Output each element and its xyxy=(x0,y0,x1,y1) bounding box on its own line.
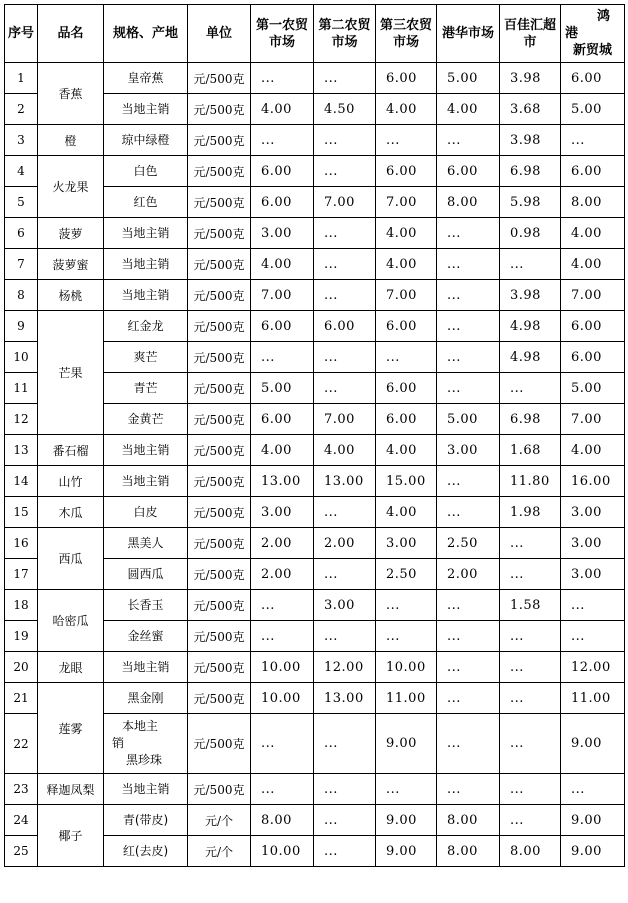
cell-price-market-6: 6.00 xyxy=(561,342,625,373)
cell-price-market-6: 7.00 xyxy=(561,404,625,435)
cell-unit: 元/500克 xyxy=(188,156,251,187)
header-market-6: 鸿 港 新贸城 xyxy=(561,5,625,63)
cell-price-market-6: ... xyxy=(561,621,625,652)
header-market-1: 第一农贸 市场 xyxy=(251,5,314,63)
cell-unit: 元/500克 xyxy=(188,218,251,249)
cell-price-market-6: ... xyxy=(561,590,625,621)
cell-seq: 3 xyxy=(5,125,38,156)
table-row xyxy=(5,125,625,156)
cell-price-market-5: 1.98 xyxy=(500,497,561,528)
cell-price-market-3: 2.50 xyxy=(376,559,437,590)
cell-seq: 1 xyxy=(5,63,38,94)
cell-price-market-1: 2.00 xyxy=(251,528,314,559)
cell-price-market-6: 12.00 xyxy=(561,652,625,683)
cell-product-name: 莲雾 xyxy=(38,683,104,774)
cell-price-market-1: 6.00 xyxy=(251,311,314,342)
cell-price-market-6: 3.00 xyxy=(561,559,625,590)
cell-price-market-3: 11.00 xyxy=(376,683,437,714)
cell-price-market-1: 10.00 xyxy=(251,652,314,683)
cell-price-market-6: 4.00 xyxy=(561,435,625,466)
cell-unit: 元/500克 xyxy=(188,280,251,311)
header-market-4: 港华市场 xyxy=(437,5,500,63)
cell-unit: 元/500克 xyxy=(188,714,251,774)
cell-price-market-1: 4.00 xyxy=(251,435,314,466)
table-row xyxy=(5,280,625,311)
cell-price-market-3: 9.00 xyxy=(376,836,437,867)
cell-product-name: 椰子 xyxy=(38,805,104,867)
cell-price-market-1: 10.00 xyxy=(251,683,314,714)
cell-price-market-2: 13.00 xyxy=(314,466,376,497)
cell-price-market-2: ... xyxy=(314,559,376,590)
header-market-5: 百佳汇超 市 xyxy=(500,5,561,63)
cell-spec: 当地主销 xyxy=(104,652,188,683)
cell-price-market-5: 11.80 xyxy=(500,466,561,497)
cell-price-market-1: ... xyxy=(251,621,314,652)
cell-spec-line: 销 xyxy=(112,736,125,750)
cell-unit: 元/500克 xyxy=(188,63,251,94)
cell-seq: 24 xyxy=(5,805,38,836)
cell-spec: 白色 xyxy=(104,156,188,187)
cell-spec: 当地主销 xyxy=(104,249,188,280)
cell-price-market-4: 8.00 xyxy=(437,836,500,867)
cell-seq: 19 xyxy=(5,621,38,652)
header-unit: 单位 xyxy=(188,5,251,63)
cell-price-market-6: 4.00 xyxy=(561,249,625,280)
cell-spec: 金丝蜜 xyxy=(104,621,188,652)
table-row xyxy=(5,590,625,621)
cell-price-market-1: 3.00 xyxy=(251,497,314,528)
cell-product-name: 杨桃 xyxy=(38,280,104,311)
cell-price-market-5: ... xyxy=(500,683,561,714)
cell-unit: 元/500克 xyxy=(188,683,251,714)
cell-price-market-3: 4.00 xyxy=(376,249,437,280)
cell-price-market-6: ... xyxy=(561,774,625,805)
cell-price-market-1: ... xyxy=(251,590,314,621)
cell-price-market-4: ... xyxy=(437,466,500,497)
cell-seq: 4 xyxy=(5,156,38,187)
cell-price-market-2: 7.00 xyxy=(314,187,376,218)
cell-price-market-4: 2.50 xyxy=(437,528,500,559)
cell-unit: 元/500克 xyxy=(188,342,251,373)
cell-price-market-2: ... xyxy=(314,249,376,280)
table-row xyxy=(5,249,625,280)
cell-product-name: 香蕉 xyxy=(38,63,104,125)
cell-price-market-2: ... xyxy=(314,497,376,528)
cell-price-market-4: ... xyxy=(437,342,500,373)
cell-price-market-6: 9.00 xyxy=(561,805,625,836)
cell-price-market-3: ... xyxy=(376,621,437,652)
cell-price-market-1: ... xyxy=(251,714,314,774)
cell-spec: 红金龙 xyxy=(104,311,188,342)
cell-price-market-5: ... xyxy=(500,621,561,652)
cell-price-market-1: ... xyxy=(251,125,314,156)
cell-price-market-5: 8.00 xyxy=(500,836,561,867)
cell-price-market-5: ... xyxy=(500,559,561,590)
cell-price-market-2: ... xyxy=(314,714,376,774)
cell-price-market-6: 3.00 xyxy=(561,528,625,559)
cell-price-market-4: ... xyxy=(437,774,500,805)
cell-price-market-6: 5.00 xyxy=(561,94,625,125)
cell-price-market-3: 4.00 xyxy=(376,218,437,249)
cell-spec: 当地主销 xyxy=(104,466,188,497)
cell-price-market-2: 4.00 xyxy=(314,435,376,466)
cell-price-market-1: 7.00 xyxy=(251,280,314,311)
cell-unit: 元/500克 xyxy=(188,249,251,280)
cell-price-market-3: 9.00 xyxy=(376,805,437,836)
cell-price-market-3: ... xyxy=(376,590,437,621)
cell-price-market-2: 12.00 xyxy=(314,652,376,683)
cell-spec: 圆西瓜 xyxy=(104,559,188,590)
table-row xyxy=(5,156,625,187)
cell-price-market-5: 1.68 xyxy=(500,435,561,466)
cell-price-market-1: 4.00 xyxy=(251,249,314,280)
cell-price-market-6: 9.00 xyxy=(561,836,625,867)
cell-price-market-3: 6.00 xyxy=(376,311,437,342)
cell-unit: 元/500克 xyxy=(188,404,251,435)
table-row xyxy=(5,435,625,466)
cell-price-market-5: 3.98 xyxy=(500,280,561,311)
cell-price-market-3: 9.00 xyxy=(376,714,437,774)
table-row xyxy=(5,218,625,249)
cell-price-market-5: 6.98 xyxy=(500,156,561,187)
cell-seq: 13 xyxy=(5,435,38,466)
cell-seq: 12 xyxy=(5,404,38,435)
cell-unit: 元/500克 xyxy=(188,559,251,590)
cell-price-market-3: 4.00 xyxy=(376,94,437,125)
cell-product-name: 释迦凤梨 xyxy=(38,774,104,805)
cell-spec: 皇帝蕉 xyxy=(104,63,188,94)
cell-price-market-6: ... xyxy=(561,125,625,156)
cell-price-market-4: ... xyxy=(437,125,500,156)
cell-price-market-4: 5.00 xyxy=(437,404,500,435)
cell-product-name: 山竹 xyxy=(38,466,104,497)
cell-seq: 5 xyxy=(5,187,38,218)
cell-price-market-6: 4.00 xyxy=(561,218,625,249)
table-body xyxy=(5,63,625,867)
price-table xyxy=(4,4,625,867)
cell-price-market-2: ... xyxy=(314,342,376,373)
cell-price-market-2: 3.00 xyxy=(314,590,376,621)
cell-seq: 8 xyxy=(5,280,38,311)
cell-spec: 红(去皮) xyxy=(104,836,188,867)
cell-price-market-3: 3.00 xyxy=(376,528,437,559)
cell-price-market-5: ... xyxy=(500,774,561,805)
cell-spec: 当地主销 xyxy=(104,94,188,125)
cell-price-market-2: ... xyxy=(314,836,376,867)
cell-price-market-3: ... xyxy=(376,774,437,805)
cell-price-market-4: 6.00 xyxy=(437,156,500,187)
cell-seq: 11 xyxy=(5,373,38,404)
cell-seq: 6 xyxy=(5,218,38,249)
cell-price-market-4: ... xyxy=(437,373,500,404)
cell-price-market-3: 7.00 xyxy=(376,280,437,311)
cell-price-market-2: ... xyxy=(314,156,376,187)
cell-price-market-6: 6.00 xyxy=(561,63,625,94)
cell-price-market-4: ... xyxy=(437,652,500,683)
cell-unit: 元/500克 xyxy=(188,652,251,683)
cell-spec: 当地主销 xyxy=(104,218,188,249)
cell-price-market-4: ... xyxy=(437,590,500,621)
cell-product-name: 橙 xyxy=(38,125,104,156)
cell-seq: 20 xyxy=(5,652,38,683)
cell-price-market-4: ... xyxy=(437,249,500,280)
cell-price-market-5: 3.98 xyxy=(500,125,561,156)
cell-price-market-5: 6.98 xyxy=(500,404,561,435)
header-seq: 序号 xyxy=(5,5,38,63)
cell-seq: 15 xyxy=(5,497,38,528)
cell-price-market-5: 3.98 xyxy=(500,63,561,94)
cell-seq: 7 xyxy=(5,249,38,280)
cell-price-market-2: 2.00 xyxy=(314,528,376,559)
cell-product-name: 菠萝 xyxy=(38,218,104,249)
header-name: 品名 xyxy=(38,5,104,63)
cell-spec-line: 本地主 xyxy=(122,719,159,733)
cell-spec: 当地主销 xyxy=(104,280,188,311)
cell-price-market-2: 6.00 xyxy=(314,311,376,342)
cell-product-name: 西瓜 xyxy=(38,528,104,590)
cell-unit: 元/500克 xyxy=(188,621,251,652)
cell-unit: 元/500克 xyxy=(188,435,251,466)
header-market-3: 第三农贸 市场 xyxy=(376,5,437,63)
cell-price-market-5: ... xyxy=(500,373,561,404)
cell-price-market-2: ... xyxy=(314,125,376,156)
cell-unit: 元/500克 xyxy=(188,497,251,528)
cell-product-name: 番石榴 xyxy=(38,435,104,466)
cell-price-market-3: 15.00 xyxy=(376,466,437,497)
cell-price-market-4: 8.00 xyxy=(437,187,500,218)
cell-price-market-4: ... xyxy=(437,218,500,249)
cell-unit: 元/500克 xyxy=(188,466,251,497)
cell-spec: 白皮 xyxy=(104,497,188,528)
cell-product-name: 哈密瓜 xyxy=(38,590,104,652)
cell-unit: 元/500克 xyxy=(188,528,251,559)
cell-seq: 2 xyxy=(5,94,38,125)
cell-spec: 当地主销 xyxy=(104,774,188,805)
cell-price-market-4: ... xyxy=(437,280,500,311)
cell-price-market-6: 6.00 xyxy=(561,156,625,187)
cell-price-market-3: 6.00 xyxy=(376,156,437,187)
cell-price-market-2: ... xyxy=(314,280,376,311)
cell-spec: 爽芒 xyxy=(104,342,188,373)
cell-seq: 17 xyxy=(5,559,38,590)
cell-price-market-3: 6.00 xyxy=(376,404,437,435)
table-row xyxy=(5,63,625,94)
table-row xyxy=(5,311,625,342)
cell-price-market-1: 3.00 xyxy=(251,218,314,249)
cell-price-market-5: ... xyxy=(500,249,561,280)
cell-product-name: 菠萝蜜 xyxy=(38,249,104,280)
cell-product-name: 芒果 xyxy=(38,311,104,435)
cell-price-market-2: ... xyxy=(314,621,376,652)
cell-unit: 元/500克 xyxy=(188,373,251,404)
cell-price-market-1: 6.00 xyxy=(251,187,314,218)
cell-price-market-3: 6.00 xyxy=(376,63,437,94)
cell-price-market-6: 5.00 xyxy=(561,373,625,404)
cell-seq: 14 xyxy=(5,466,38,497)
cell-price-market-1: 10.00 xyxy=(251,836,314,867)
cell-price-market-1: 2.00 xyxy=(251,559,314,590)
cell-price-market-5: ... xyxy=(500,652,561,683)
cell-price-market-2: ... xyxy=(314,805,376,836)
cell-spec: 黑美人 xyxy=(104,528,188,559)
cell-price-market-3: 4.00 xyxy=(376,435,437,466)
cell-spec: 当地主销 xyxy=(104,435,188,466)
cell-price-market-6: 16.00 xyxy=(561,466,625,497)
cell-price-market-3: 7.00 xyxy=(376,187,437,218)
cell-price-market-3: ... xyxy=(376,342,437,373)
cell-unit: 元/500克 xyxy=(188,311,251,342)
cell-price-market-3: ... xyxy=(376,125,437,156)
cell-price-market-2: ... xyxy=(314,774,376,805)
cell-price-market-6: 3.00 xyxy=(561,497,625,528)
cell-price-market-1: 8.00 xyxy=(251,805,314,836)
cell-spec: 金黄芒 xyxy=(104,404,188,435)
table-row xyxy=(5,774,625,805)
cell-price-market-4: ... xyxy=(437,683,500,714)
cell-seq: 9 xyxy=(5,311,38,342)
cell-price-market-3: 4.00 xyxy=(376,497,437,528)
cell-price-market-2: ... xyxy=(314,63,376,94)
cell-price-market-5: 1.58 xyxy=(500,590,561,621)
cell-price-market-1: 13.00 xyxy=(251,466,314,497)
cell-seq: 21 xyxy=(5,683,38,714)
cell-price-market-5: ... xyxy=(500,714,561,774)
table-row xyxy=(5,497,625,528)
cell-unit: 元/500克 xyxy=(188,125,251,156)
cell-price-market-4: ... xyxy=(437,714,500,774)
cell-price-market-2: 4.50 xyxy=(314,94,376,125)
cell-seq: 22 xyxy=(5,714,38,774)
cell-price-market-5: 4.98 xyxy=(500,311,561,342)
cell-price-market-5: ... xyxy=(500,805,561,836)
cell-seq: 18 xyxy=(5,590,38,621)
cell-price-market-6: 6.00 xyxy=(561,311,625,342)
cell-seq: 25 xyxy=(5,836,38,867)
cell-price-market-4: 3.00 xyxy=(437,435,500,466)
cell-product-name: 木瓜 xyxy=(38,497,104,528)
cell-price-market-6: 7.00 xyxy=(561,280,625,311)
cell-spec: 长香玉 xyxy=(104,590,188,621)
cell-price-market-4: ... xyxy=(437,311,500,342)
cell-price-market-1: 4.00 xyxy=(251,94,314,125)
cell-price-market-4: 8.00 xyxy=(437,805,500,836)
table-row xyxy=(5,528,625,559)
cell-spec: 红色 xyxy=(104,187,188,218)
cell-price-market-1: 5.00 xyxy=(251,373,314,404)
cell-price-market-4: ... xyxy=(437,621,500,652)
table-row xyxy=(5,805,625,836)
cell-seq: 10 xyxy=(5,342,38,373)
cell-unit: 元/个 xyxy=(188,836,251,867)
cell-unit: 元/500克 xyxy=(188,774,251,805)
cell-price-market-6: 9.00 xyxy=(561,714,625,774)
cell-price-market-3: 6.00 xyxy=(376,373,437,404)
cell-price-market-1: ... xyxy=(251,342,314,373)
cell-spec-line: 黑珍珠 xyxy=(126,753,163,767)
cell-seq: 16 xyxy=(5,528,38,559)
cell-spec: 黑金刚 xyxy=(104,683,188,714)
cell-price-market-2: 13.00 xyxy=(314,683,376,714)
cell-price-market-1: 6.00 xyxy=(251,156,314,187)
cell-price-market-3: 10.00 xyxy=(376,652,437,683)
cell-price-market-5: ... xyxy=(500,528,561,559)
cell-price-market-4: ... xyxy=(437,497,500,528)
cell-price-market-1: ... xyxy=(251,774,314,805)
cell-unit: 元/500克 xyxy=(188,94,251,125)
cell-price-market-2: ... xyxy=(314,373,376,404)
cell-price-market-4: 5.00 xyxy=(437,63,500,94)
header-market-2: 第二农贸 市场 xyxy=(314,5,376,63)
cell-unit: 元/500克 xyxy=(188,187,251,218)
cell-price-market-1: ... xyxy=(251,63,314,94)
cell-price-market-2: 7.00 xyxy=(314,404,376,435)
cell-price-market-5: 3.68 xyxy=(500,94,561,125)
cell-price-market-5: 5.98 xyxy=(500,187,561,218)
cell-unit: 元/500克 xyxy=(188,590,251,621)
cell-spec xyxy=(104,714,188,774)
cell-spec: 琼中绿橙 xyxy=(104,125,188,156)
table-row xyxy=(5,466,625,497)
cell-spec: 青(带皮) xyxy=(104,805,188,836)
cell-price-market-5: 4.98 xyxy=(500,342,561,373)
cell-price-market-5: 0.98 xyxy=(500,218,561,249)
cell-product-name: 龙眼 xyxy=(38,652,104,683)
cell-unit: 元/个 xyxy=(188,805,251,836)
cell-seq: 23 xyxy=(5,774,38,805)
table-row xyxy=(5,652,625,683)
cell-price-market-4: 4.00 xyxy=(437,94,500,125)
cell-spec: 青芒 xyxy=(104,373,188,404)
cell-price-market-2: ... xyxy=(314,218,376,249)
cell-price-market-6: 8.00 xyxy=(561,187,625,218)
cell-price-market-6: 11.00 xyxy=(561,683,625,714)
cell-price-market-4: 2.00 xyxy=(437,559,500,590)
cell-price-market-1: 6.00 xyxy=(251,404,314,435)
cell-product-name: 火龙果 xyxy=(38,156,104,218)
table-row xyxy=(5,683,625,714)
header-spec: 规格、产地 xyxy=(104,5,188,63)
header-row xyxy=(5,5,625,63)
